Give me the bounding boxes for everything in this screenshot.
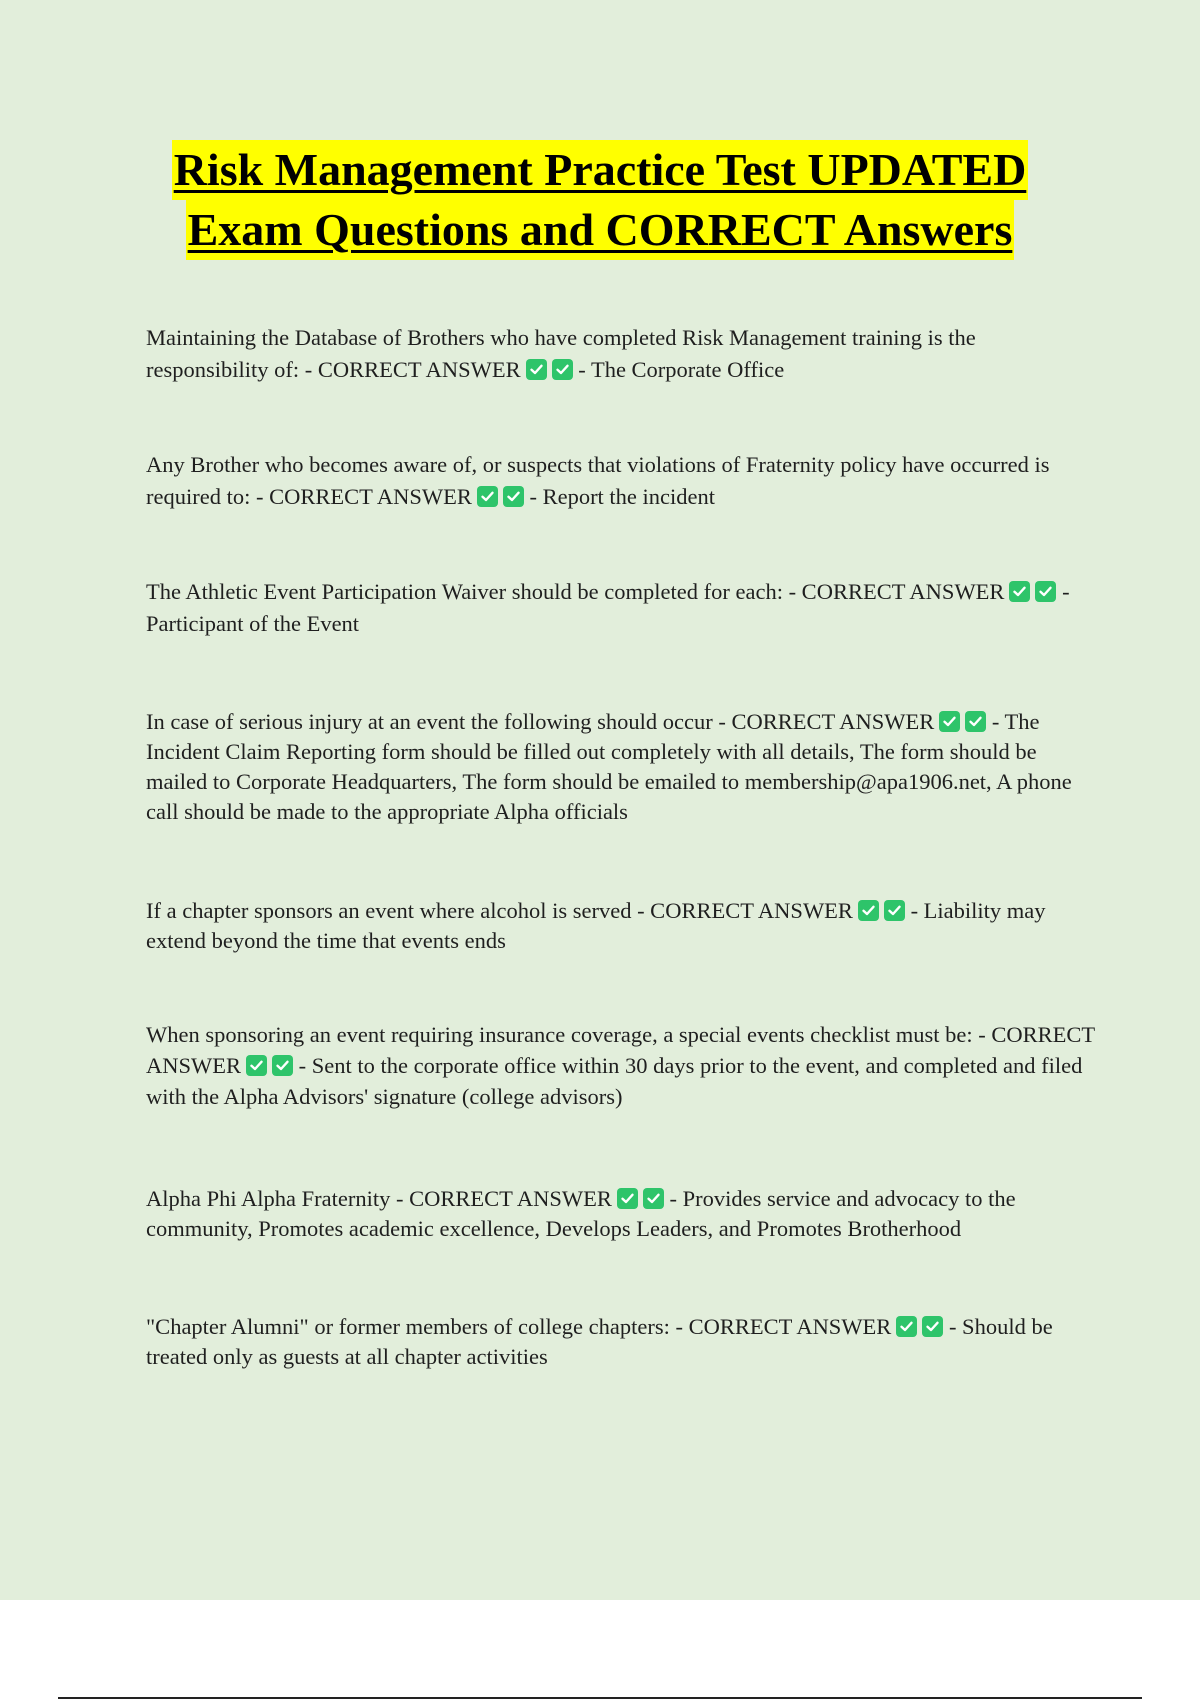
qa-item (146, 322, 1096, 386)
answer-text: - Provides service and advocacy to the community, Promotes academic excellence, Develops Leaders, and Promotes Brotherhood (146, 1186, 1016, 1241)
answer-text: - The Corporate Office (578, 357, 785, 382)
check-mark-icon (922, 1316, 943, 1337)
qa-item (146, 1184, 1096, 1244)
question-text: When sponsoring an event requiring insurance coverage, a special events checklist must be: - CORRECT ANSWER (146, 1022, 1095, 1078)
check-mark-icon (503, 486, 524, 507)
qa-item (146, 896, 1096, 956)
question-text: The Athletic Event Participation Waiver should be completed for each: - CORRECT ANSWER (146, 579, 1005, 604)
footer-divider (58, 1697, 1142, 1699)
check-mark-icon (965, 711, 986, 732)
check-mark-icon (272, 1055, 293, 1076)
qa-item (146, 707, 1096, 827)
title-line-1: Risk Management Practice Test UPDATED (172, 140, 1029, 200)
check-mark-icon (617, 1188, 638, 1209)
answer-text: - Should be treated only as guests at all chapter activities (146, 1314, 1053, 1369)
qa-item (146, 449, 1096, 513)
check-mark-icon (939, 711, 960, 732)
check-mark-icon (552, 359, 573, 380)
check-mark-icon (1009, 581, 1030, 602)
check-mark-icon (526, 359, 547, 380)
answer-text: - Report the incident (529, 484, 716, 509)
check-mark-icon (477, 486, 498, 507)
question-text: Any Brother who becomes aware of, or suspects that violations of Fraternity policy have occurred is required to: - CORRECT ANSWER (146, 452, 1050, 509)
question-text: "Chapter Alumni" or former members of college chapters: - CORRECT ANSWER (146, 1314, 892, 1339)
question-text: Alpha Phi Alpha Fraternity - CORRECT ANSWER (146, 1186, 612, 1211)
check-mark-icon (896, 1316, 917, 1337)
qa-item (146, 1312, 1096, 1372)
check-mark-icon (884, 900, 905, 921)
check-mark-icon (643, 1188, 664, 1209)
title-line-2: Exam Questions and CORRECT Answers (186, 200, 1015, 260)
document-title (0, 140, 1200, 260)
check-mark-icon (858, 900, 879, 921)
qa-item (146, 576, 1096, 640)
question-text: Maintaining the Database of Brothers who have completed Risk Management training is the responsibility of: - CORRECT ANSWER (146, 325, 976, 382)
question-text: If a chapter sponsors an event where alcohol is served - CORRECT ANSWER (146, 898, 853, 923)
answer-text: - Participant of the Event (146, 579, 1070, 636)
check-mark-icon (1035, 581, 1056, 602)
answer-text: - The Incident Claim Reporting form should be filled out completely with all details, The form should be mailed to Corporate Headquarters, The form should be emailed to membership@apa1906.net, A phone call should be made to the appropriate Alpha officials (146, 709, 1072, 824)
question-text: In case of serious injury at an event the following should occur - CORRECT ANSWER (146, 709, 935, 734)
answer-text: - Liability may extend beyond the time that events ends (146, 898, 1046, 953)
answer-text: - Sent to the corporate office within 30 days prior to the event, and completed and filed with the Alpha Advisors' signature (college advisors) (146, 1053, 1083, 1109)
qa-item (146, 1019, 1096, 1112)
check-mark-icon (246, 1055, 267, 1076)
